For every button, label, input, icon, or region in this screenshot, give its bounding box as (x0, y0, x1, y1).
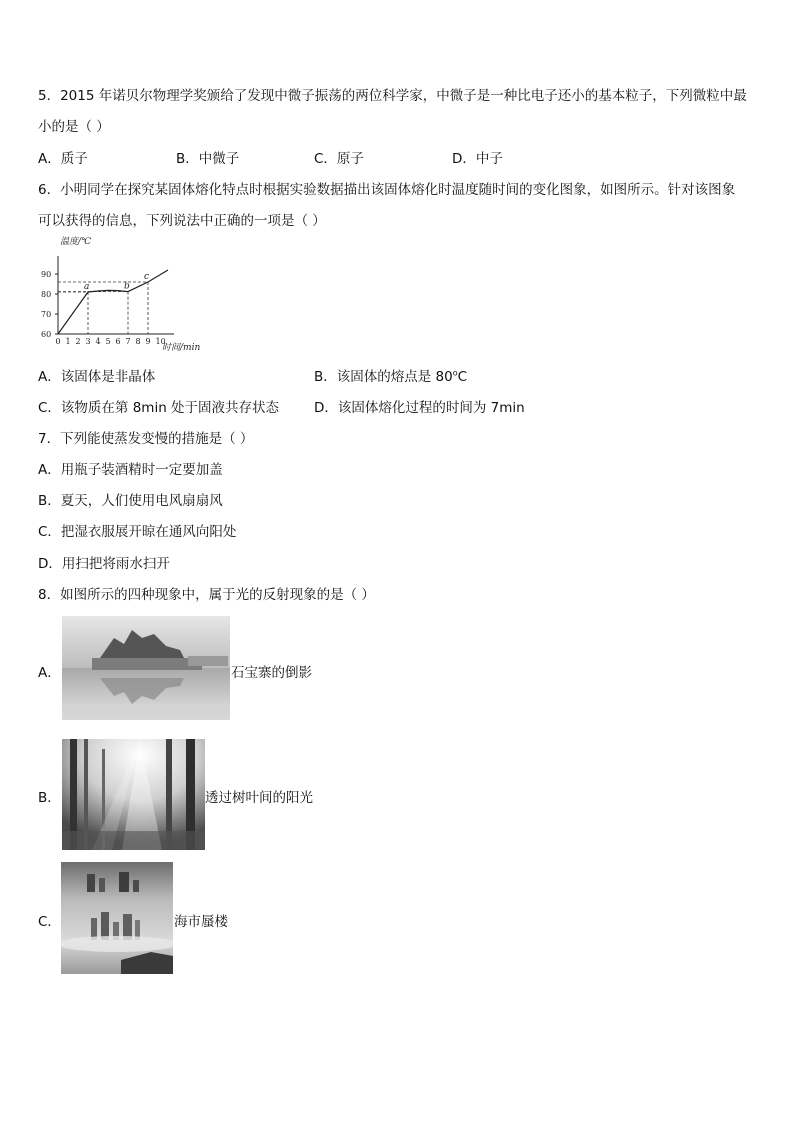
x-tick-label: 0 (55, 337, 61, 346)
y-axis-label: 温度/℃ (60, 237, 92, 247)
x-tick-label: 7 (125, 337, 131, 346)
x-tick-label: 10 (155, 337, 166, 346)
q6-stem-line2: 可以获得的信息，下列说法中正确的一项是（ ） (38, 213, 326, 229)
q8-option-a-letter: A． (38, 665, 61, 681)
x-axis-label: 时间/min (162, 343, 201, 353)
q5-option-c: C．原子 (314, 151, 364, 167)
q7-option-a: A．用瓶子装酒精时一定要加盖 (38, 462, 223, 478)
q6-option-a: A．该固体是非晶体 (38, 369, 156, 385)
x-tick-label: 4 (95, 337, 101, 346)
q8-stem: 8．如图所示的四种现象中，属于光的反射现象的是（ ） (38, 587, 375, 603)
x-tick-label: 6 (115, 337, 121, 346)
q8-option-b-letter: B． (38, 790, 61, 806)
melting-curve (58, 270, 168, 334)
q6-option-c: C．该物质在第 8min 处于固液共存状态 (38, 400, 280, 416)
melting-curve-chart (36, 234, 226, 354)
x-tick-label: 3 (85, 337, 91, 346)
y-tick-label: 60 (41, 330, 52, 339)
q5-stem-line2: 小的是（ ） (38, 119, 110, 135)
q8-option-a-caption: 石宝寨的倒影 (231, 665, 312, 681)
q6-option-b (314, 365, 467, 385)
point-label-c: c (144, 272, 150, 282)
q7-option-c: C．把湿衣服展开晾在通风向阳处 (38, 524, 237, 540)
q7-option-b: B．夏天，人们使用电风扇扇风 (38, 493, 223, 509)
q5-option-d: D．中子 (452, 151, 503, 167)
x-tick-label: 8 (135, 337, 141, 346)
x-tick-label: 9 (145, 337, 151, 346)
q6-option-d: D．该固体熔化过程的时间为 7min (314, 400, 525, 416)
q7-option-d: D．用扫把将雨水扫开 (38, 556, 170, 572)
point-label-a: a (84, 282, 90, 292)
q7-stem: 7．下列能使蒸发变慢的措施是（ ） (38, 431, 254, 447)
y-tick-label: 90 (41, 270, 52, 279)
pagoda-reflection-photo (62, 616, 230, 720)
mirage-photo (61, 862, 173, 974)
q5-option-b: B．中微子 (176, 151, 240, 167)
q6-option-b-unit: C (457, 369, 468, 385)
degree-mark: o (452, 368, 458, 378)
q8-option-c-letter: C． (38, 914, 61, 930)
x-tick-label: 1 (65, 337, 71, 346)
y-tick-label: 80 (41, 290, 52, 299)
q6-stem-line1: 6．小明同学在探究某固体熔化特点时根据实验数据描出该固体熔化时温度随时间的变化图象，如图所示。针对该图象 (38, 182, 736, 198)
x-tick-label: 2 (75, 337, 81, 346)
q5-stem-line1: 5．2015 年诺贝尔物理学奖颁给了发现中微子振荡的两位科学家，中微子是一种比电子还小的基本粒子，下列微粒中最 (38, 88, 747, 104)
q5-option-a: A．质子 (38, 151, 88, 167)
point-label-b: b (124, 281, 130, 292)
x-tick-label: 5 (105, 337, 111, 346)
q8-option-c-caption: 海市蜃楼 (174, 914, 228, 930)
q8-option-b-caption: 透过树叶间的阳光 (205, 790, 313, 806)
y-tick-label: 70 (41, 310, 52, 319)
q6-option-b-text: B．该固体的熔点是 80 (314, 369, 453, 385)
forest-sunlight-photo (62, 739, 205, 850)
